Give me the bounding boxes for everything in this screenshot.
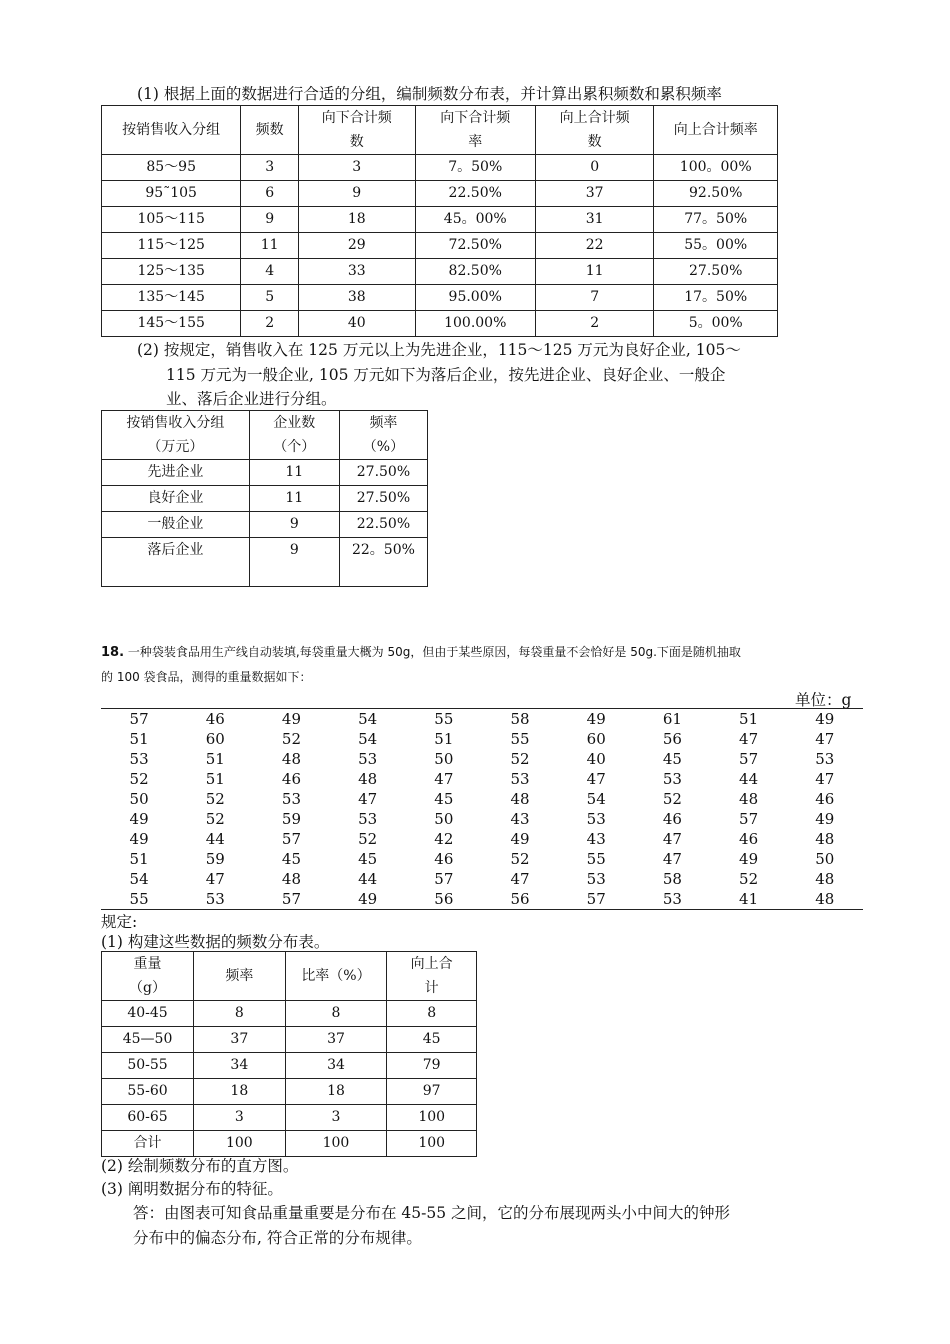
header-cell: 频数 [241, 106, 299, 155]
data-value: 52 [358, 830, 378, 848]
table-cell: 27.50% [654, 259, 778, 285]
table-cell: 92.50% [654, 181, 778, 207]
table-row [102, 1105, 477, 1131]
sub-question-2: (2) 绘制频数分布的直方图。 [101, 1157, 299, 1175]
table-cell: 11 [249, 460, 339, 486]
table-row [102, 1027, 477, 1053]
weight-data-grid [101, 708, 863, 910]
table-cell: 45。00% [415, 207, 535, 233]
table-row [102, 1053, 477, 1079]
table-cell: 60-65 [102, 1105, 194, 1131]
table-cell: 22。50% [339, 538, 427, 587]
table-cell: 34 [194, 1053, 286, 1079]
data-value: 40 [586, 750, 606, 768]
data-value: 49 [358, 890, 378, 908]
data-value: 53 [358, 810, 378, 828]
data-value: 48 [281, 750, 302, 768]
data-value: 48 [815, 870, 835, 888]
table-cell: 11 [535, 259, 653, 285]
table-cell: 4 [241, 259, 299, 285]
table-cell: 95.00% [415, 285, 535, 311]
data-row [101, 729, 863, 749]
table-cell: 135～145 [102, 285, 241, 311]
data-value: 49 [815, 710, 835, 728]
table-cell: 45 [387, 1027, 477, 1053]
data-value: 47 [510, 870, 530, 888]
table-cell: 34 [285, 1053, 387, 1079]
table-cell: 8 [194, 1001, 286, 1027]
data-value: 57 [434, 870, 454, 888]
table-cell: 100 [285, 1131, 387, 1157]
data-value: 47 [662, 830, 682, 848]
data-value: 47 [205, 870, 225, 888]
table-cell: 2 [535, 311, 653, 337]
data-value: 60 [586, 730, 606, 748]
table-cell: 97 [387, 1079, 477, 1105]
answer-line-1: 答：由图表可知食品重量重要是分布在 45-55 之间，它的分布展现两头小中间大的钟形 [133, 1204, 731, 1222]
data-value: 47 [815, 730, 835, 748]
table-row [102, 311, 778, 337]
data-value: 49 [815, 810, 835, 828]
data-value: 54 [586, 790, 606, 808]
data-row [101, 849, 863, 869]
data-value: 41 [739, 890, 759, 908]
table-cell: 37 [535, 181, 653, 207]
table-cell: 100 [387, 1105, 477, 1131]
data-value: 48 [815, 890, 835, 908]
data-row [101, 709, 863, 729]
table-row [102, 285, 778, 311]
data-value: 43 [586, 830, 606, 848]
data-value: 47 [358, 790, 378, 808]
table-cell: 18 [298, 207, 415, 233]
table-row [102, 1079, 477, 1105]
rule-label: 规定: [101, 913, 138, 931]
data-value: 59 [281, 810, 302, 828]
table-cell: 79 [387, 1053, 477, 1079]
data-value: 57 [739, 750, 759, 768]
data-value: 50 [434, 750, 454, 768]
data-row [101, 889, 863, 909]
data-value: 53 [205, 890, 225, 908]
data-value: 55 [510, 730, 530, 748]
data-value: 53 [662, 770, 682, 788]
data-value: 57 [281, 890, 302, 908]
table-cell: 9 [249, 538, 339, 587]
data-value: 53 [815, 750, 835, 768]
table-cell: 37 [285, 1027, 387, 1053]
table-row [102, 259, 778, 285]
table-cell: 3 [298, 155, 415, 181]
table-row [102, 1131, 477, 1157]
table-cell: 0 [535, 155, 653, 181]
data-value: 54 [358, 730, 378, 748]
table-header-row [102, 952, 477, 1001]
table-cell: 3 [241, 155, 299, 181]
data-value: 58 [662, 870, 682, 888]
table-cell: 145～155 [102, 311, 241, 337]
table-cell: 22 [535, 233, 653, 259]
data-value: 56 [434, 890, 454, 908]
data-row [101, 869, 863, 889]
header-cell: 向下合计频 数 [298, 106, 415, 155]
data-value: 60 [205, 730, 225, 748]
table-row [102, 512, 428, 538]
data-value: 54 [129, 870, 149, 888]
data-value: 46 [205, 710, 225, 728]
data-value: 57 [586, 890, 606, 908]
table-cell: 5 [241, 285, 299, 311]
table-cell: 7。50% [415, 155, 535, 181]
data-value: 48 [358, 770, 378, 788]
unit-label: 单位：g [795, 691, 852, 709]
table-cell: 22.50% [339, 512, 427, 538]
table-cell: 31 [535, 207, 653, 233]
data-value: 48 [815, 830, 835, 848]
table-cell: 37 [194, 1027, 286, 1053]
table-cell: 6 [241, 181, 299, 207]
data-value: 57 [129, 710, 149, 728]
data-value: 47 [739, 730, 759, 748]
question-18-line-1 [101, 640, 741, 665]
header-cell: 企业数 （个） [249, 411, 339, 460]
data-value: 55 [586, 850, 606, 868]
data-value: 46 [815, 790, 835, 808]
data-value: 52 [205, 790, 225, 808]
table-cell: 40 [298, 311, 415, 337]
table-row [102, 207, 778, 233]
table-cell: 18 [194, 1079, 286, 1105]
table-header-row [102, 106, 778, 155]
data-row [101, 769, 863, 789]
header-cell: 比率（%） [285, 952, 387, 1001]
table-cell: 22.50% [415, 181, 535, 207]
data-value: 44 [205, 830, 225, 848]
table-cell: 82.50% [415, 259, 535, 285]
table-cell: 8 [285, 1001, 387, 1027]
table-cell: 33 [298, 259, 415, 285]
question-text: 一种袋装食品用生产线自动装填,每袋重量大概为 50g，但由于某些原因，每袋重量不会恰好是 50g.下面是随机抽取 [127, 645, 741, 659]
table-cell: 95˜105 [102, 181, 241, 207]
data-value: 50 [815, 850, 835, 868]
data-value: 44 [739, 770, 759, 788]
question-2-line-2: 115 万元为一般企业, 105 万元如下为落后企业，按先进企业、良好企业、一般企 [166, 366, 726, 384]
frequency-table-sales [101, 105, 778, 337]
table-row [102, 181, 778, 207]
table-cell: 40-45 [102, 1001, 194, 1027]
table-cell: 7 [535, 285, 653, 311]
data-value: 43 [510, 810, 530, 828]
data-value: 49 [586, 710, 606, 728]
data-value: 47 [586, 770, 606, 788]
header-cell: 向上合 计 [387, 952, 477, 1001]
data-value: 51 [205, 750, 225, 768]
data-value: 48 [281, 870, 302, 888]
table-cell: 100 [387, 1131, 477, 1157]
data-row [101, 829, 863, 849]
data-value: 57 [739, 810, 759, 828]
table-cell: 18 [285, 1079, 387, 1105]
table-cell: 27.50% [339, 460, 427, 486]
data-value: 50 [434, 810, 454, 828]
data-value: 53 [358, 750, 378, 768]
data-value: 55 [129, 890, 149, 908]
header-cell: 按销售收入分组 [102, 106, 241, 155]
table-cell: 17。50% [654, 285, 778, 311]
table-cell: 125～135 [102, 259, 241, 285]
data-value: 52 [281, 730, 302, 748]
table-row [102, 233, 778, 259]
data-value: 53 [281, 790, 302, 808]
enterprise-group-table [101, 410, 428, 587]
table-cell: 85～95 [102, 155, 241, 181]
data-value: 50 [129, 790, 149, 808]
question-18-line-2: 的 100 袋食品，测得的重量数据如下： [101, 670, 312, 684]
data-value: 53 [510, 770, 530, 788]
table-row [102, 155, 778, 181]
table-row [102, 538, 428, 587]
data-value: 51 [129, 850, 149, 868]
data-value: 46 [434, 850, 454, 868]
table-cell: 9 [241, 207, 299, 233]
table-cell: 45—50 [102, 1027, 194, 1053]
table-cell: 合计 [102, 1131, 194, 1157]
data-value: 49 [510, 830, 530, 848]
data-row [101, 809, 863, 829]
sub-question-1: (1) 构建这些数据的频数分布表。 [101, 933, 330, 951]
data-value: 45 [434, 790, 454, 808]
header-cell: 按销售收入分组 （万元） [102, 411, 250, 460]
data-value: 45 [281, 850, 302, 868]
data-value: 53 [586, 810, 606, 828]
question-1: (1) 根据上面的数据进行合适的分组，编制频数分布表，并计算出累积频数和累积频率 [137, 85, 722, 103]
table-cell: 3 [194, 1105, 286, 1131]
data-value: 46 [281, 770, 302, 788]
data-value: 59 [205, 850, 225, 868]
table-cell: 38 [298, 285, 415, 311]
data-value: 52 [510, 750, 530, 768]
data-value: 53 [586, 870, 606, 888]
table-cell: 55。00% [654, 233, 778, 259]
question-2-line-3: 业、落后企业进行分组。 [166, 390, 337, 408]
data-value: 57 [281, 830, 302, 848]
table-cell: 77。50% [654, 207, 778, 233]
data-value: 52 [662, 790, 682, 808]
data-value: 52 [205, 810, 225, 828]
table-cell: 11 [241, 233, 299, 259]
table-cell: 50-55 [102, 1053, 194, 1079]
header-cell: 向下合计频 率 [415, 106, 535, 155]
data-value: 51 [739, 710, 759, 728]
data-value: 45 [358, 850, 378, 868]
data-value: 45 [662, 750, 682, 768]
header-cell: 频率 （%） [339, 411, 427, 460]
table-cell: 一般企业 [102, 512, 250, 538]
table-row [102, 460, 428, 486]
data-value: 56 [510, 890, 530, 908]
data-value: 53 [129, 750, 149, 768]
data-row [101, 749, 863, 769]
table-row [102, 486, 428, 512]
table-cell: 115～125 [102, 233, 241, 259]
data-value: 52 [129, 770, 149, 788]
table-header-row [102, 411, 428, 460]
table-cell: 72.50% [415, 233, 535, 259]
table-cell: 5。00% [654, 311, 778, 337]
data-value: 48 [510, 790, 530, 808]
data-value: 42 [434, 830, 454, 848]
table-cell: 落后企业 [102, 538, 250, 587]
answer-line-2: 分布中的偏态分布, 符合正常的分布规律。 [133, 1229, 422, 1247]
data-value: 47 [662, 850, 682, 868]
data-value: 52 [510, 850, 530, 868]
data-value: 54 [358, 710, 378, 728]
table-cell: 8 [387, 1001, 477, 1027]
table-cell: 9 [298, 181, 415, 207]
data-value: 61 [662, 710, 682, 728]
table-cell: 27.50% [339, 486, 427, 512]
question-number: 18. [101, 645, 125, 660]
header-cell: 频率 [194, 952, 286, 1001]
data-value: 51 [205, 770, 225, 788]
question-2-line-1: (2) 按规定，销售收入在 125 万元以上为先进企业，115～125 万元为良好企业, 105～ [137, 341, 741, 359]
table-cell: 良好企业 [102, 486, 250, 512]
table-cell: 100 [194, 1131, 286, 1157]
table-cell: 2 [241, 311, 299, 337]
header-cell: 向上合计频 数 [535, 106, 653, 155]
data-value: 53 [662, 890, 682, 908]
data-value: 49 [281, 710, 302, 728]
data-value: 46 [662, 810, 682, 828]
weight-frequency-table [101, 951, 477, 1157]
data-value: 49 [129, 830, 149, 848]
table-cell: 9 [249, 512, 339, 538]
table-cell: 55-60 [102, 1079, 194, 1105]
data-value: 55 [434, 710, 454, 728]
data-value: 58 [510, 710, 530, 728]
table-cell: 先进企业 [102, 460, 250, 486]
table-row [102, 1001, 477, 1027]
data-value: 56 [662, 730, 682, 748]
data-value: 47 [434, 770, 454, 788]
data-value: 49 [129, 810, 149, 828]
table-cell: 100.00% [415, 311, 535, 337]
data-value: 47 [815, 770, 835, 788]
data-row [101, 789, 863, 809]
data-value: 51 [129, 730, 149, 748]
table-cell: 11 [249, 486, 339, 512]
header-cell: 向上合计频率 [654, 106, 778, 155]
data-value: 52 [739, 870, 759, 888]
table-cell: 100。00% [654, 155, 778, 181]
data-value: 44 [358, 870, 378, 888]
table-cell: 105～115 [102, 207, 241, 233]
table-cell: 29 [298, 233, 415, 259]
header-cell: 重量 （g） [102, 952, 194, 1001]
data-value: 48 [739, 790, 759, 808]
table-cell: 3 [285, 1105, 387, 1131]
data-value: 51 [434, 730, 454, 748]
data-value: 49 [739, 850, 759, 868]
data-value: 46 [739, 830, 759, 848]
sub-question-3: (3) 阐明数据分布的特征。 [101, 1180, 283, 1198]
